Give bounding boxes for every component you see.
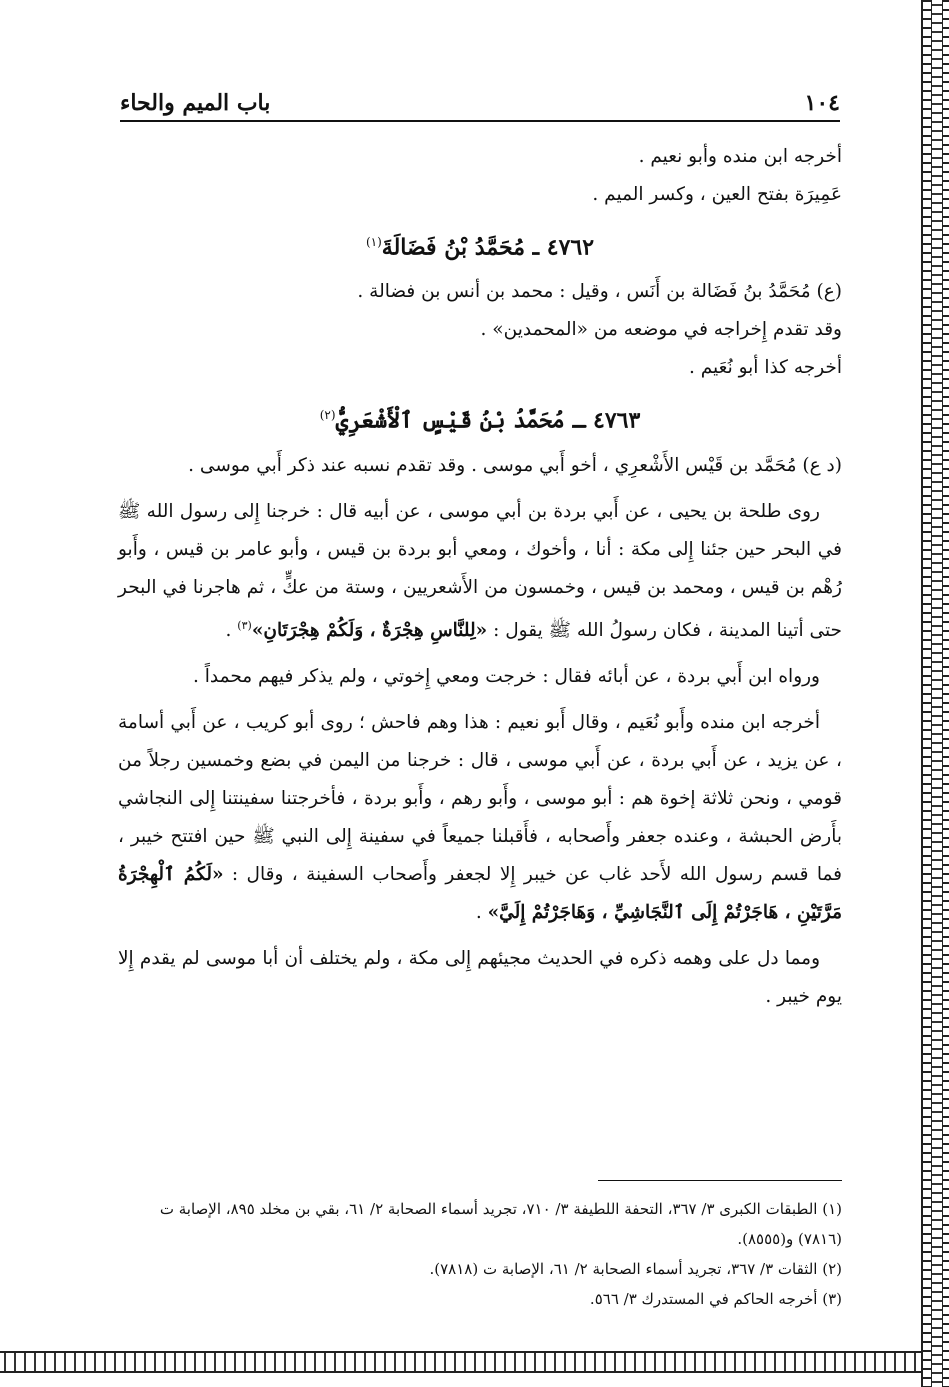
paragraph — [118, 704, 842, 932]
entry-heading — [118, 393, 842, 442]
entry-heading — [118, 220, 842, 269]
entry-heading-text: ٤٧٦٣ ـ مُحَمَّدُ بْنُ قَيْسٍ ٱلْأَشْعَرِيُّ — [335, 407, 641, 434]
footnote-ref: (٣) — [237, 618, 252, 632]
decorative-border-right — [921, 0, 949, 1387]
paragraph: (ع) مُحَمَّدُ بنُ فَضَالة بن أَنَس ، وقيل : محمد بن أنس بن فضالة . — [357, 281, 842, 303]
page-header — [120, 84, 840, 122]
paragraph-text: أخرجه ابن منده وأَبو نُعَيم ، وقال أَبو نعيم : هذا وهم فاحش ؛ روى أبو كريب ، عن أَبي أسامة ، عن يزيد ، عن أَبي بردة ، عن أَبي موسى ، قال : خرجنا من اليمن في بضع وخمسين رجلاً من قومي ، ونحن ثلاثة إخوة هم : أبو موسى ، وأَبو رهم ، وأَبو بردة ، فأخرجتنا سفينتنا إِلى النجاشي بأَرض الحبشة ، وعنده جعفر وأَصحابه ، فأَقبلنا جميعاً في سفينة إِلى النبي ﷺ حين افتتح خيبر ، فما قسم رسول الله لأَحد غاب عن خيبر إِلا لجعفر وأَصحاب السفينة ، وقال : — [118, 711, 842, 885]
paragraph-text: روى طلحة بن يحيى ، عن أَبي بردة بن أبي موسى ، عن أبيه قال : خرجنا إِلى رسول الله ﷺ في البحر حين جئنا إِلى مكة : أنا ، وأخوك ، ومعي أبو بردة بن قيس ، وأبو عامر بن قيس ، وأَبو رُهْم بن قيس ، ومحمد بن قيس ، وخمسون من الأَشعريين ، وستة من عكٍّ ، ثم هاجرنا في البحر حتى أتينا المدينة ، فكان رسولُ الله ﷺ يقول : — [118, 500, 842, 641]
paragraph: وقد تقدم إِخراجه في موضعه من «المحمدين» . — [480, 319, 842, 341]
paragraph: ورواه ابن أَبي بردة ، عن أبائه فقال : خرجت ومعي إِخوتي ، ولم يذكر فيهم محمداً . — [193, 665, 820, 687]
paragraph: (د ع) مُحَمَّد بن قَيْس الأَشْعرِي ، أخو أَبي موسى . وقد تقدم نسبه عند ذكر أَبي موسى . — [188, 454, 842, 476]
paragraph-end: . — [225, 619, 238, 641]
chapter-title: باب الميم والحاء — [120, 90, 271, 116]
footnote: (٢) الثقات ٣/ ٣٦٧، تجريد أسماء الصحابة ٢/ ٦١، الإصابة ت (٧٨١٨). — [429, 1260, 842, 1278]
hadith-quote: «لِلنَّاسِ هِجْرَةٌ ، وَلَكُمْ هِجْرَتَانِ» — [251, 619, 488, 641]
main-text — [118, 138, 842, 1016]
paragraph: أخرجه ابن منده وأبو نعيم . — [638, 146, 842, 167]
paragraph: عَمِيرَة بفتح العين ، وكسر الميم . — [592, 184, 842, 205]
footnote: (١) الطبقات الكبرى ٣/ ٣٦٧، التحفة اللطيفة ٣/ ٧١٠، تجريد أسماء الصحابة ٢/ ٦١، بقي بن مخلد ٨٩٥، الإصابة ت (٧٨١٦) و(٨٥٥٥). — [159, 1200, 842, 1248]
paragraph-end: . — [475, 901, 488, 923]
footnote-ref: (١) — [365, 235, 382, 249]
footnote-ref: (٢) — [319, 408, 336, 423]
paragraph — [118, 493, 842, 650]
page-number: ١٠٤ — [804, 90, 840, 116]
decorative-border-bottom — [0, 1351, 921, 1373]
hadith-quote: «لَكُمُ ٱلْهِجْرَةُ مَرَّتَيْنِ ، هَاجَرْتُمْ إِلَى ٱلنَّجَاشِيِّ ، وَهَاجَرْتُمْ إِلَيَّ» — [118, 863, 842, 923]
footnotes — [118, 1180, 842, 1314]
footnote: (٣) أخرجه الحاكم في المستدرك ٣/ ٥٦٦. — [589, 1290, 842, 1308]
paragraph: ومما دل على وهمه ذكره في الحديث مجيئهم إِلى مكة ، ولم يختلف أن أبا موسى لم يقدم إِلا يوم خيبر . — [118, 947, 842, 1007]
paragraph: أخرجه كذا أبو نُعَيم . — [688, 357, 842, 379]
entry-heading-text: ٤٧٦٢ ـ مُحَمَّدُ بْنُ فَضَالَةَ — [381, 234, 595, 261]
